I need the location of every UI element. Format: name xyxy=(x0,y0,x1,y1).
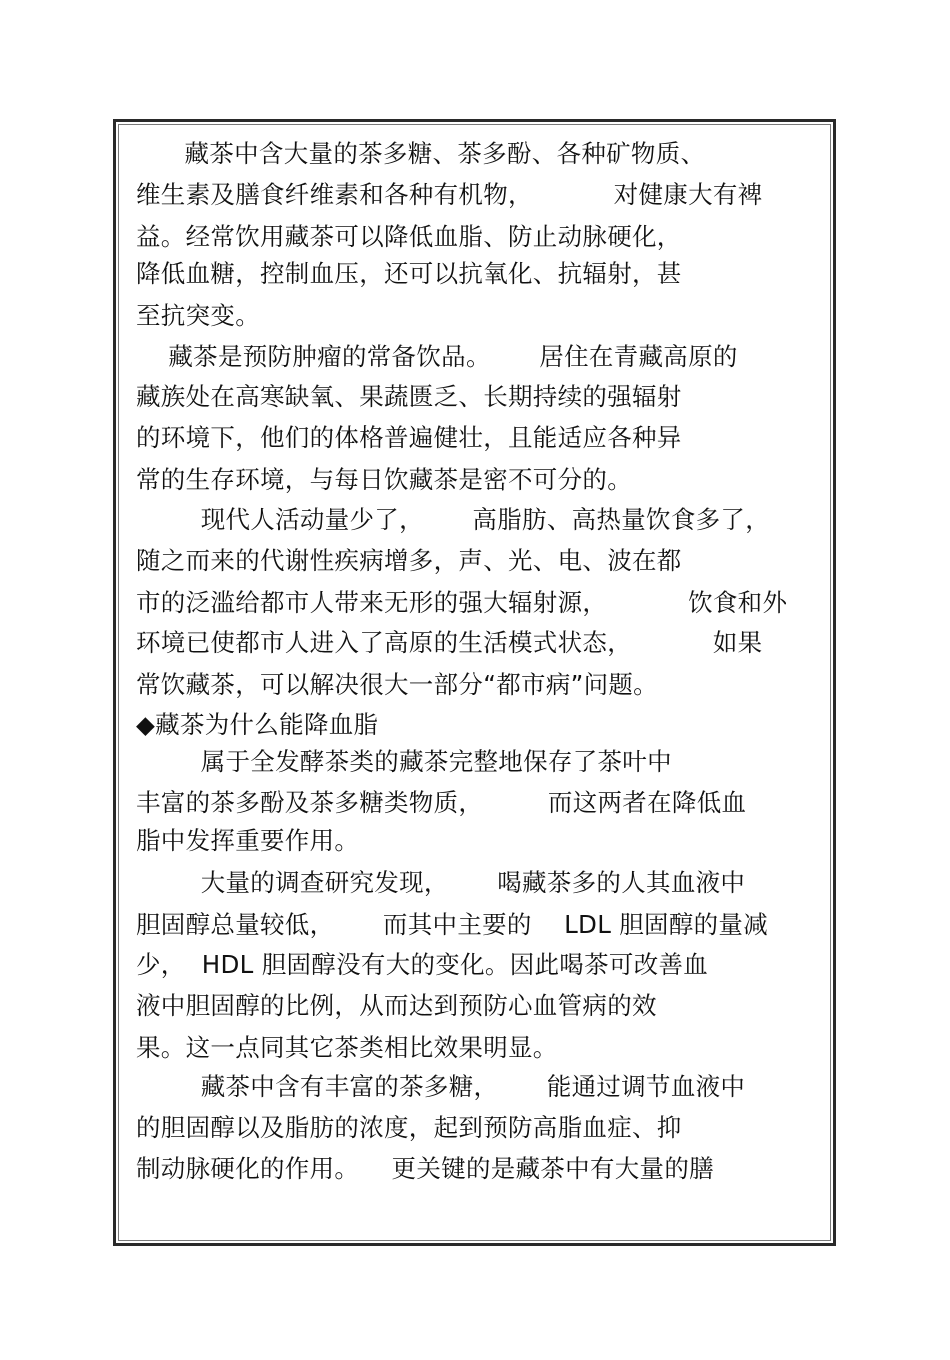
text-line: 脂中发挥重要作用。 xyxy=(136,826,360,855)
text-line: 制动脉硬化的作用。 更关键的是藏茶中有大量的膳 xyxy=(136,1154,714,1183)
text-line: 属于全发酵茶类的藏茶完整地保存了茶叶中 xyxy=(136,747,672,776)
text-line: 降低血糖，控制血压，还可以抗氧化、抗辐射，甚 xyxy=(136,259,682,288)
text-line: 大量的调查研究发现， 喝藏茶多的人其血液中 xyxy=(136,868,746,897)
text-line: 藏族处在高寒缺氧、果蔬匮乏、长期持续的强辐射 xyxy=(136,382,682,411)
text-line: 现代人活动量少了， 高脂肪、高热量饮食多了， xyxy=(136,505,771,534)
text-line: 至抗突变。 xyxy=(136,301,260,330)
text-line: 常饮藏茶，可以解决很大一部分“都市病”问题。 xyxy=(136,670,658,699)
text-line: 藏茶是预防肿瘤的常备饮品。 居住在青藏高原的 xyxy=(136,342,738,371)
text-line: 益。经常饮用藏茶可以降低血脂、防止动脉硬化， xyxy=(136,222,682,251)
text-line: 果。这一点同其它茶类相比效果明显。 xyxy=(136,1033,558,1062)
text-line: 液中胆固醇的比例，从而达到预防心血管病的效 xyxy=(136,991,657,1020)
text-line: 的胆固醇以及脂肪的浓度，起到预防高脂血症、抑 xyxy=(136,1113,682,1142)
text-line: 维生素及膳食纤维素和各种有机物， 对健康大有裨 xyxy=(136,180,763,209)
text-line: 随之而来的代谢性疾病增多，声、光、电、波在都 xyxy=(136,546,682,575)
text-line: 环境已使都市人进入了高原的生活模式状态， 如果 xyxy=(136,628,763,657)
text-line: 藏茶中含大量的茶多糖、茶多酚、各种矿物质、 xyxy=(136,139,706,168)
text-line: 胆固醇总量较低， 而其中主要的 LDL 胆固醇的量减 xyxy=(136,910,769,939)
text-line: 的环境下，他们的体格普遍健壮，且能适应各种异 xyxy=(136,423,682,452)
text-line: 藏茶中含有丰富的茶多糖， 能通过调节血液中 xyxy=(136,1072,746,1101)
text-line: 市的泛滥给都市人带来无形的强大辐射源， 饮食和外 xyxy=(136,588,788,617)
text-line: 少， HDL 胆固醇没有大的变化。因此喝茶可改善血 xyxy=(136,950,709,979)
section-heading: ◆藏茶为什么能降血脂 xyxy=(136,710,379,739)
text-line: 丰富的茶多酚及茶多糖类物质， 而这两者在降低血 xyxy=(136,788,747,817)
text-line: 常的生存环境，与每日饮藏茶是密不可分的。 xyxy=(136,465,632,494)
